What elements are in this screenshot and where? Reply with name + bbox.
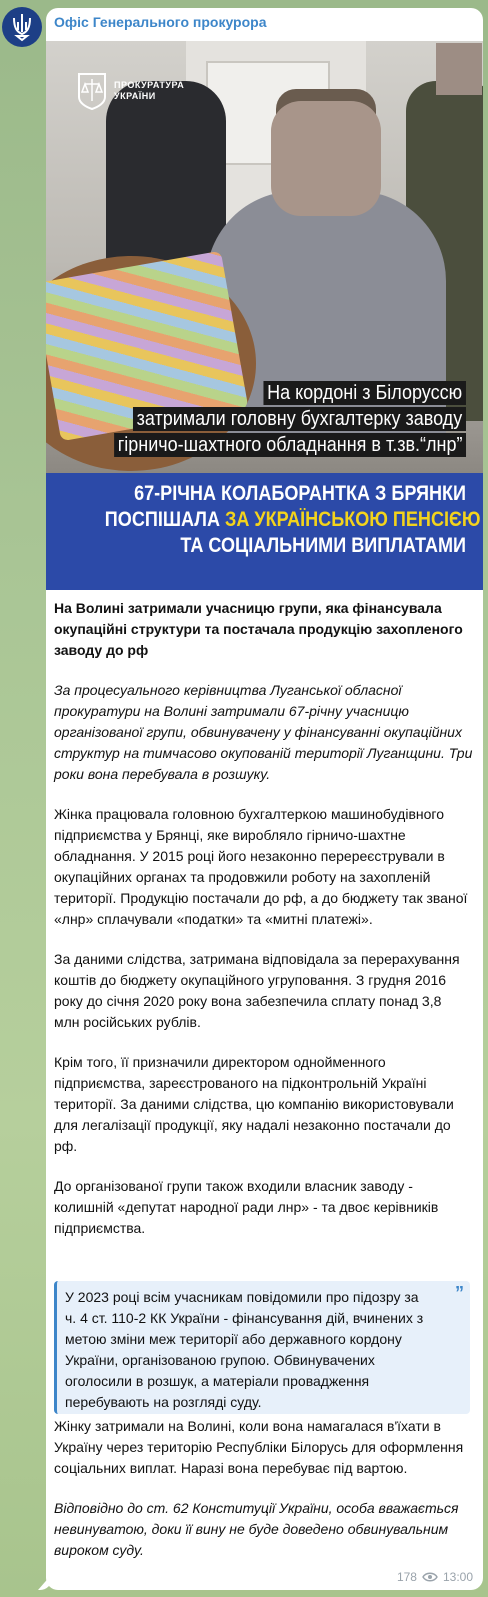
- quote-line-3: метою зміни меж території або державного кордону: [65, 1331, 402, 1347]
- channel-name[interactable]: Офіс Генерального прокурора: [54, 14, 267, 30]
- post-intro: За процесуального керівництва Луганської обласної прокуратури на Волині затримали 67-річну учасницю організованої групи, обвинувачену у фінансуванні окупаційних структур на тимчасово окупованій території Луганщини. Три роки вона перебувала в розшуку.: [54, 682, 473, 782]
- photo-blurred-face: [271, 101, 381, 216]
- channel-avatar[interactable]: [2, 7, 42, 47]
- quote-icon: ”: [455, 1283, 464, 1303]
- view-count: 178: [396, 1570, 417, 1584]
- banner-line-1: 67-РІЧНА КОЛАБОРАНТКА З БРЯНКИ: [134, 482, 466, 505]
- post-disclaimer: Відповідно до ст. 62 Конституції України, особа вважається невинуватою, доки її вину не буде доведено обвинувальним вироком суду.: [54, 1500, 459, 1558]
- headline-line-3: гірничо-шахтного обладнання в т.зв.“лнр”: [114, 433, 466, 457]
- message-time: 13:00: [442, 1570, 473, 1584]
- post-paragraph-4: До організованої групи також входили власник заводу - колишній «депутат народної ради лнр» - та двоє керівників підприємства.: [54, 1178, 439, 1236]
- prosecutor-logo: [76, 71, 184, 111]
- eye-icon: [422, 1572, 438, 1582]
- post-paragraph-3: Крім того, її призначили директором однойменного підприємства, зареєстрованого на підконтрольній Україні території. За даними слідства, цю компанію використовували для легалізації продукції, яку надалі незаконно постачали до рф.: [54, 1054, 454, 1154]
- message-meta: [397, 1570, 473, 1584]
- headline-line-1: На кордоні з Білоруссю: [264, 381, 466, 405]
- trident-emblem-icon: [9, 12, 35, 42]
- post-image[interactable]: [46, 41, 483, 590]
- headline-line-2: затримали головну бухгалтерку заводу: [133, 407, 466, 431]
- image-headline: [66, 381, 466, 459]
- logo-text-line-2: УКРАЇНИ: [114, 91, 156, 101]
- post-title: На Волині затримали учасницю групи, яка фінансувала окупаційні структури та постачала продукцію захопленого заводу до рф: [54, 600, 463, 658]
- logo-text-line-1: ПРОКУРАТУРА: [114, 80, 185, 90]
- post-paragraph-1: Жінка працювала головною бухгалтеркою машинобудівного підприємства у Брянці, яке виробляло гірничо-шахтне обладнання. У 2015 році його незаконно перереєстрували в окупаційних органах та продовжили роботу на захопленій території. Продукцію постачали до рф, а до бюджету так званої «лнр» сплачували «податки» та «митні платежі».: [54, 806, 468, 927]
- message-bubble: [46, 8, 483, 1590]
- post-paragraph-2: За даними слідства, затримана відповідала за перерахування коштів до бюджету окупаційного угруповання. З грудня 2016 року до січня 2020 року вона забезпечила сплату понад 3,8 млн російських рублів.: [54, 951, 460, 1030]
- banner-line-2-plain: ПОСПІШАЛА: [104, 508, 226, 531]
- quote-line-5: оголосили в розшук, а матеріали провадження: [65, 1373, 370, 1389]
- quote-line-4: України, організованою групою. Обвинувачених: [65, 1352, 375, 1368]
- quote-line-6: перебувають на розгляді суду.: [65, 1394, 262, 1410]
- banner-line-3: ТА СОЦІАЛЬНИМИ ВИПЛАТАМИ: [180, 534, 466, 557]
- quote-line-1: У 2023 році всім учасникам повідомили про підозру за: [65, 1289, 419, 1305]
- image-banner: [46, 473, 483, 590]
- blockquote: [54, 1281, 470, 1414]
- banner-line-2-accent: ЗА УКРАЇНСЬКОЮ ПЕНСІЄЮ: [225, 508, 481, 531]
- banner-line-2: [104, 507, 481, 533]
- photo-blurred-face-right: [436, 43, 482, 95]
- quote-line-2: ч. 4 ст. 110-2 КК України - фінансування дій, вчинених з: [65, 1310, 424, 1326]
- scales-emblem-icon: [76, 71, 108, 111]
- post-paragraph-5: Жінку затримали на Волині, коли вона намагалася в'їхати в Україну через територію Республіки Білорусь для оформлення соціальних виплат. Наразі вона перебуває під вартою.: [54, 1418, 464, 1476]
